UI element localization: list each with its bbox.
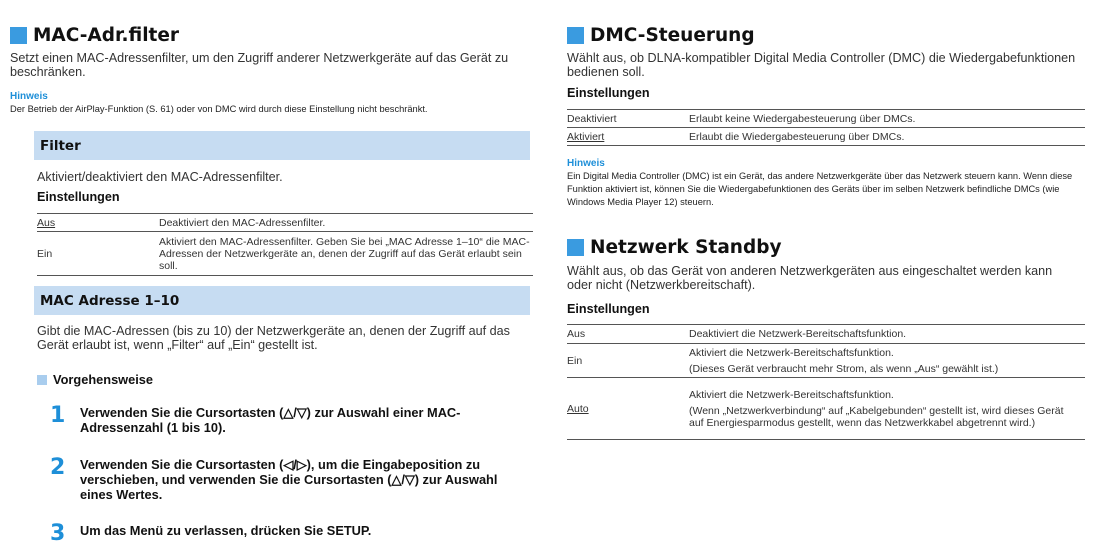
mac-filter-title: MAC-Adr.filter xyxy=(33,24,180,46)
step-3 xyxy=(50,523,510,545)
procedure-heading xyxy=(37,372,153,387)
option-key: Aus xyxy=(567,328,586,340)
dmc-hinweis-title: Hinweis xyxy=(567,158,605,169)
filter-settings-label: Einstellungen xyxy=(37,190,120,204)
mac-adresse-desc: Gibt die MAC-Adressen (bis zu 10) der Netzwerkgeräte an, denen der Zugriff auf das Gerät erlaubt ist, wenn „Filter“ auf „Ein“ gestellt ist. xyxy=(37,324,510,352)
procedure-label: Vorgehensweise xyxy=(53,372,154,387)
dmc-settings-table xyxy=(567,109,1085,146)
table-row xyxy=(37,214,533,232)
section-marker-icon xyxy=(10,27,27,44)
table-row xyxy=(567,128,1085,146)
dmc-intro: Wählt aus, ob DLNA-kompatibler Digital Media Controller (DMC) die Wiedergabefunktionen bedienen soll. xyxy=(567,51,1076,79)
filter-desc: Aktiviert/deaktiviert den MAC-Adressenfilter. xyxy=(37,170,283,184)
dmc-settings-label: Einstellungen xyxy=(567,86,650,100)
dmc-section-title xyxy=(567,22,755,48)
dmc-title: DMC-Steuerung xyxy=(590,24,755,46)
standby-title: Netzwerk Standby xyxy=(590,236,782,258)
option-key: Ein xyxy=(37,232,159,276)
standby-intro: Wählt aus, ob das Gerät von anderen Netzwerkgeräten aus eingeschaltet werden kann oder nicht (Netzwerkbereitschaft). xyxy=(567,264,1053,292)
dmc-hinweis-text: Ein Digital Media Controller (DMC) ist ein Gerät, das andere Netzwerkgeräte über das Netzwerk steuern kann. Wenn diese Funktion aktiviert ist, können Sie die Wiedergabefunktionen des Geräts über im selben Netzwerk befindliche DMCs (wie Windows Media Player 12) steuern. xyxy=(567,171,1073,207)
option-key: Aus xyxy=(37,216,56,229)
table-row xyxy=(567,344,1085,378)
table-row xyxy=(567,378,1085,440)
filter-settings-table xyxy=(37,213,533,276)
mac-adresse-heading: MAC Adresse 1–10 xyxy=(34,286,530,315)
step-2 xyxy=(50,457,500,502)
option-value: Aktiviert die Netzwerk-Bereitschaftsfunktion. xyxy=(689,388,894,401)
step-text: Verwenden Sie die Cursortasten (△/▽) zur Auswahl einer MAC-Adressenzahl (1 bis 10). xyxy=(80,405,461,435)
option-value: Erlaubt keine Wiedergabesteuerung über DMCs. xyxy=(689,112,916,125)
standby-settings-label: Einstellungen xyxy=(567,302,650,316)
mac-filter-section-title xyxy=(10,22,179,48)
filter-heading: Filter xyxy=(34,131,530,160)
option-value: Deaktiviert die Netzwerk-Bereitschaftsfunktion. xyxy=(689,328,907,340)
step-number: 2 xyxy=(50,455,66,480)
option-value-note: (Wenn „Netzwerkverbindung“ auf „Kabelgebunden“ gestellt ist, wird dieses Gerät auf Energiesparmodus gestellt, wenn das Netzwerkkabel abgetrennt wird.) xyxy=(689,404,1064,429)
step-text: Um das Menü zu verlassen, drücken Sie SETUP. xyxy=(80,523,372,538)
step-number: 3 xyxy=(50,521,66,546)
option-value: Aktiviert die Netzwerk-Bereitschaftsfunktion. xyxy=(689,346,894,359)
table-row xyxy=(37,232,533,276)
option-value-note: (Dieses Gerät verbraucht mehr Strom, als wenn „Aus“ gewählt ist.) xyxy=(689,362,999,375)
step-number: 1 xyxy=(50,403,66,428)
option-key: Deaktiviert xyxy=(567,112,617,125)
subsection-marker-icon xyxy=(37,375,47,385)
option-value: Deaktiviert den MAC-Adressenfilter. xyxy=(159,216,326,229)
section-marker-icon xyxy=(567,239,584,256)
table-row xyxy=(567,110,1085,128)
mac-filter-intro: Setzt einen MAC-Adressenfilter, um den Zugriff anderer Netzwerkgeräte auf das Gerät zu beschränken. xyxy=(10,51,509,79)
option-value: Erlaubt die Wiedergabesteuerung über DMCs. xyxy=(689,128,1085,146)
table-row xyxy=(567,325,1085,344)
option-key: Auto xyxy=(567,402,589,415)
standby-settings-table xyxy=(567,324,1085,440)
option-value: Aktiviert den MAC-Adressenfilter. Geben Sie bei „MAC Adresse 1–10“ die MAC-Adressen der Netzwerkgeräte an, denen der Zugriff auf das Gerät erlaubt sein soll. xyxy=(159,232,533,276)
mac-filter-hinweis-title: Hinweis xyxy=(10,91,48,102)
standby-section-title xyxy=(567,234,782,260)
option-key: Aktiviert xyxy=(567,130,605,143)
option-key: Ein xyxy=(567,344,689,378)
mac-filter-hinweis-text: Der Betrieb der AirPlay-Funktion (S. 61) oder von DMC wird durch diese Einstellung nicht beschränkt. xyxy=(10,104,428,114)
section-marker-icon xyxy=(567,27,584,44)
step-1 xyxy=(50,405,510,435)
step-text: Verwenden Sie die Cursortasten (◁/▷), um die Eingabeposition zu verschieben, und verwenden Sie die Cursortasten (△/▽) zur Auswahl eines Wertes. xyxy=(80,457,498,502)
